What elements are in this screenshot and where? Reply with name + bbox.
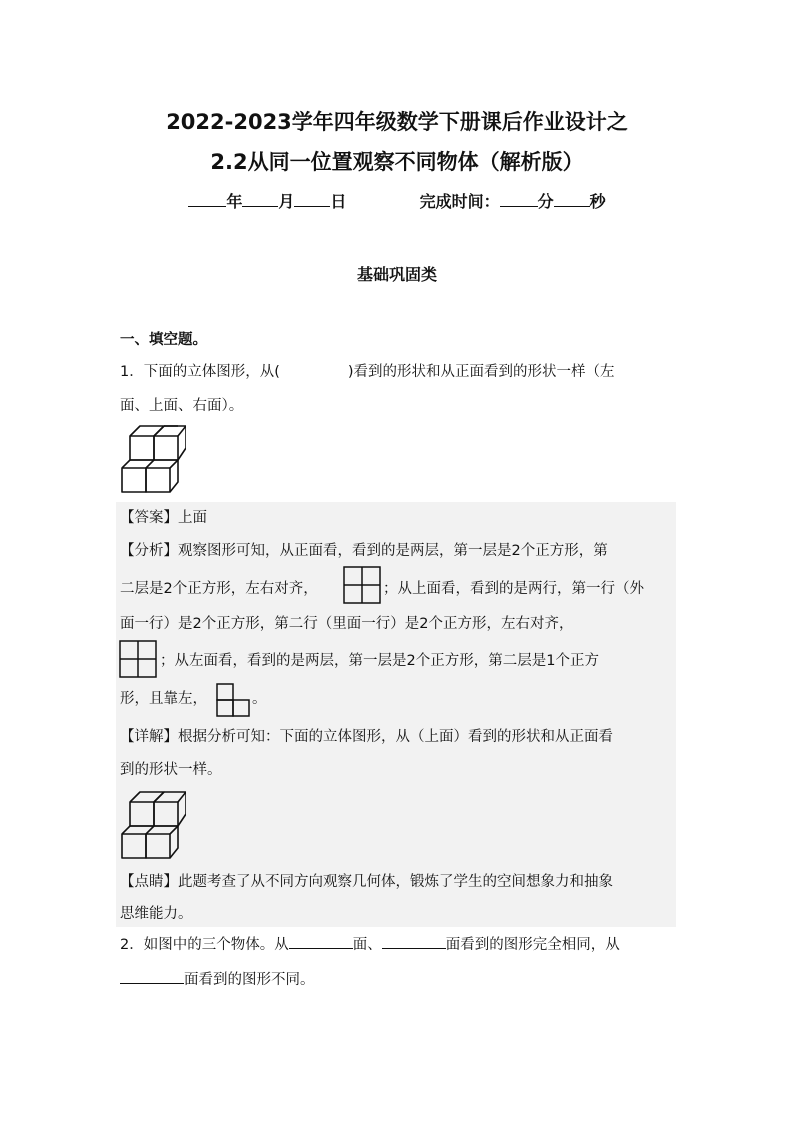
- q2-blank-2[interactable]: [382, 934, 446, 949]
- date-time-line: 年 月 日 完成时间： 分 秒: [0, 189, 794, 212]
- q2-line1: 2．如图中的三个物体。从 面、 面看到的图形完全相同，从: [120, 934, 620, 955]
- q1-cube-figure: [120, 424, 186, 496]
- page-title-line2: 2.2从同一位置观察不同物体（解析版）: [210, 150, 584, 174]
- detail-line2: 到的形状一样。: [120, 762, 222, 778]
- q2-line2: 面看到的图形不同。: [120, 969, 315, 990]
- left-view-shape-icon: [216, 683, 250, 717]
- analysis-line1: 【分析】观察图形可知，从正面看，看到的是两层，第一层是2个正方形，第: [120, 543, 608, 559]
- detail-line1: 【详解】根据分析可知：下面的立体图形，从（上面）看到的形状和从正面看: [120, 729, 613, 745]
- month-blank[interactable]: [242, 192, 278, 207]
- analysis-line5b: 。: [252, 691, 267, 707]
- q2-blank-1[interactable]: [289, 934, 353, 949]
- q1-line2: 面、上面、右面）。: [120, 398, 244, 414]
- top-view-grid-icon: [119, 640, 157, 678]
- section-title: 基础巩固类: [356, 265, 437, 284]
- day-blank[interactable]: [294, 192, 330, 207]
- year-blank[interactable]: [188, 192, 226, 207]
- tip-line2: 思维能力。: [120, 906, 193, 922]
- answer-label: 【答案】上面: [120, 510, 207, 526]
- second-blank[interactable]: [554, 192, 590, 207]
- answer-panel: [116, 502, 676, 927]
- detail-cube-figure: [120, 790, 186, 862]
- analysis-line2a: 二层是2个正方形，左右对齐，: [120, 581, 318, 597]
- part-heading: 一、填空题。: [120, 332, 207, 348]
- analysis-line5a: 形，且靠左，: [120, 691, 207, 707]
- q2-blank-3[interactable]: [120, 969, 184, 984]
- page-title-line1: 2022-2023学年四年级数学下册课后作业设计之: [166, 110, 628, 134]
- analysis-line2b: ；从上面看，看到的是两行，第一行（外: [383, 581, 644, 597]
- minute-blank[interactable]: [500, 192, 538, 207]
- analysis-line4: ；从左面看，看到的是两层，第一层是2个正方形，第二层是1个正方: [160, 653, 599, 669]
- front-view-grid-icon: [343, 566, 381, 604]
- q1-line1: 1．下面的立体图形，从( )看到的形状和从正面看到的形状一样（左: [120, 364, 615, 380]
- analysis-line3: 面一行）是2个正方形，第二行（里面一行）是2个正方形，左右对齐，: [120, 616, 574, 632]
- tip-line1: 【点睛】此题考查了从不同方向观察几何体，锻炼了学生的空间想象力和抽象: [120, 874, 613, 890]
